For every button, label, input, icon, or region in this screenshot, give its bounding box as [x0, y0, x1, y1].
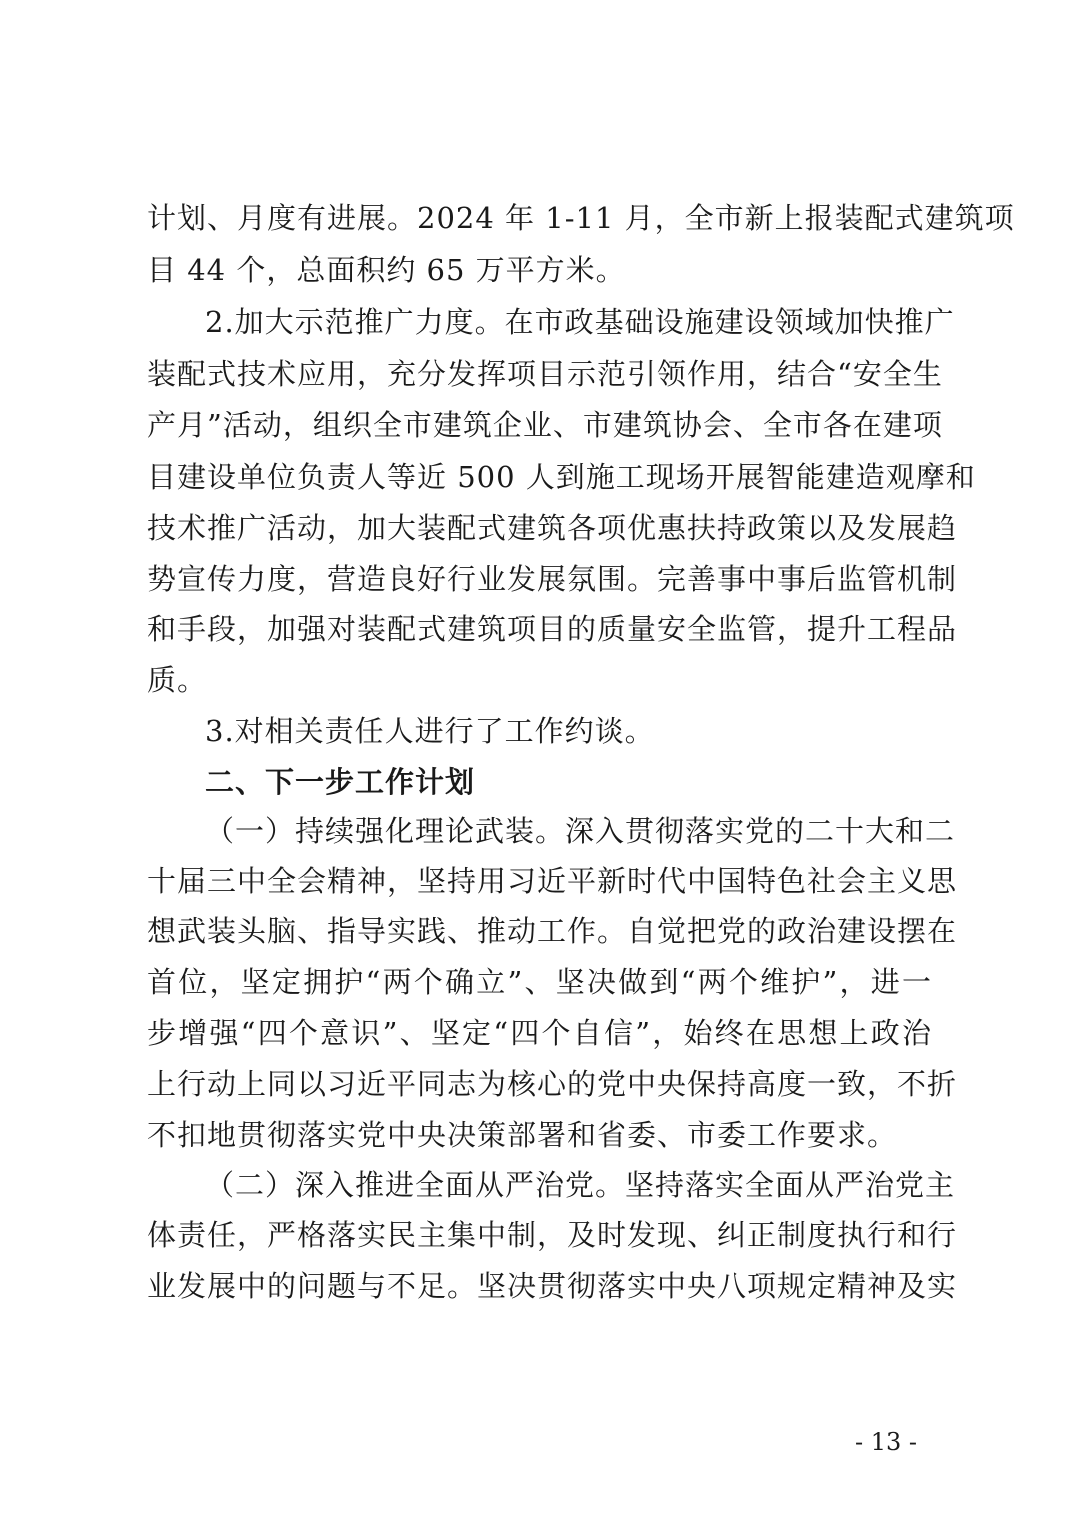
text-line: 步增强“四个意识”、坚定“四个自信”，始终在思想上政治	[147, 1016, 932, 1050]
text-line: 目建设单位负责人等近 500 人到施工现场开展智能建造观摩和	[147, 460, 976, 494]
text-line: 和手段，加强对装配式建筑项目的质量安全监管，提升工程品	[147, 612, 958, 646]
text-line: 质。	[147, 663, 208, 697]
text-line: 不扣地贯彻落实党中央决策部署和省委、市委工作要求。	[147, 1118, 898, 1152]
text-line: 势宣传力度，营造良好行业发展氛围。完善事中事后监管机制	[147, 562, 958, 596]
text-line: （一）持续强化理论武装。深入贯彻落实党的二十大和二	[205, 814, 956, 848]
text-line: 产月”活动，组织全市建筑企业、市建筑协会、全市各在建项	[147, 408, 943, 442]
text-line: 目 44 个，总面积约 65 万平方米。	[147, 253, 626, 287]
text-line: 上行动上同以习近平同志为核心的党中央保持高度一致，不折	[147, 1067, 958, 1101]
text-line: 想武装头脑、指导实践、推动工作。自觉把党的政治建设摆在	[147, 914, 958, 948]
section-heading: 二、下一步工作计划	[205, 765, 476, 799]
text-line: 十届三中全会精神，坚持用习近平新时代中国特色社会主义思	[147, 864, 958, 898]
text-line: 3.对相关责任人进行了工作约谈。	[205, 714, 655, 748]
page-number: - 13 -	[855, 1428, 918, 1456]
text-line: 装配式技术应用，充分发挥项目示范引领作用，结合“安全生	[147, 357, 943, 391]
text-line: （二）深入推进全面从严治党。坚持落实全面从严治党主	[205, 1168, 956, 1202]
text-line: 体责任，严格落实民主集中制，及时发现、纠正制度执行和行	[147, 1218, 958, 1252]
text-line: 计划、月度有进展。2024 年 1-11 月，全市新上报装配式建筑项	[147, 201, 1015, 235]
text-line: 技术推广活动，加大装配式建筑各项优惠扶持政策以及发展趋	[147, 511, 958, 545]
text-line: 业发展中的问题与不足。坚决贯彻落实中央八项规定精神及实	[147, 1269, 958, 1303]
text-line: 首位，坚定拥护“两个确立”、坚决做到“两个维护”，进一	[147, 965, 932, 999]
text-line: 2.加大示范推广力度。在市政基础设施建设领域加快推广	[205, 305, 955, 339]
